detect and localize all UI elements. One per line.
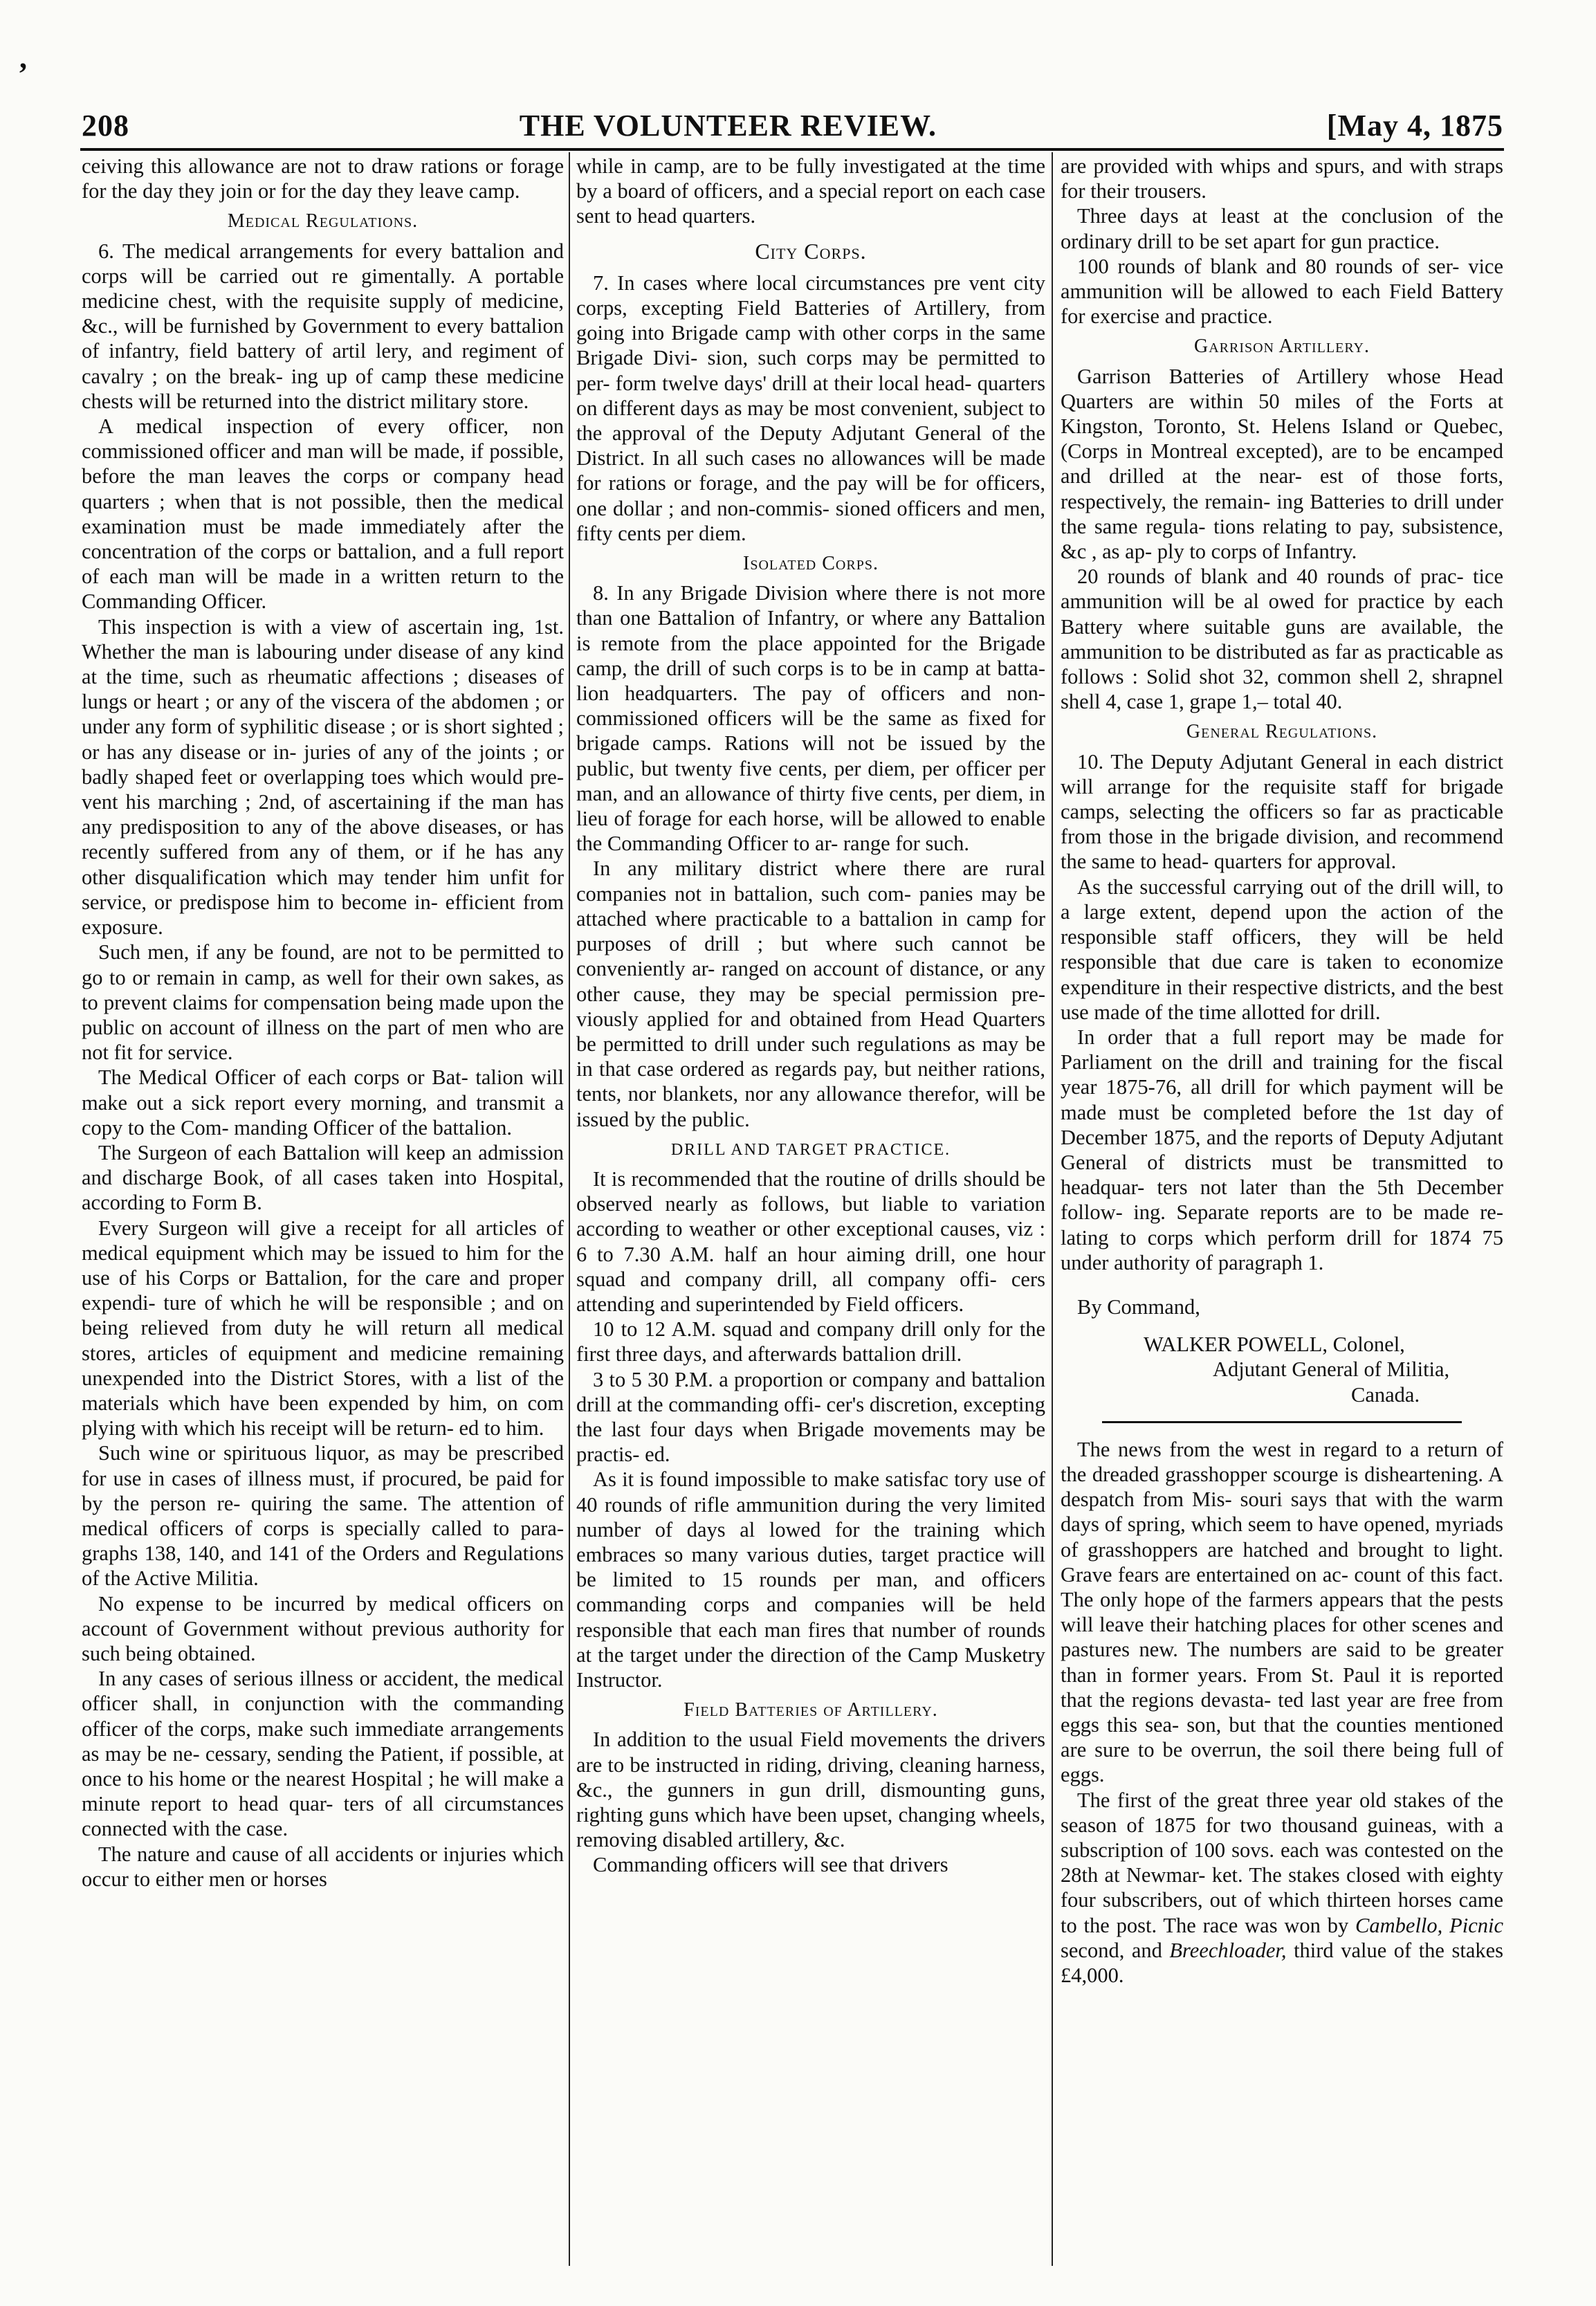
paragraph: The Surgeon of each Battalion will keep an admission and discharge Book, of all cases taken into Hospital, according to Form B. xyxy=(82,1140,564,1215)
paragraph: 6. The medical arrangements for every battalion and corps will be carried out re gimentally. A portable medicine chest, with the requisite supply of medicine, &c., will be furnished by Government to every battalion of infantry, field battery of artil lery, and regiment of cavalry ; on the break- ing up of camp these medicine chests will be returned into the district military store. xyxy=(82,239,564,413)
news-paragraph: The news from the west in regard to a return of the dreaded grasshopper scourge is disheartening. A despatch from Mis- souri says that with the warm days of spring, which seem to have opened, myriads of grasshoppers are hatched and brought to light. Grave fears are entertained on ac- count of this fact. The only hope of the farmers appears that the pests will leave their hatching places for other scenes and pastures new. The numbers are said to be greater than in former years. From St. Paul it is reported that the regions devasta- ted last year are free from eggs this sea- son, but that the counties mentioned are sure to be overrun, the soil there being full of eggs. xyxy=(1061,1437,1503,1787)
page-number: 208 xyxy=(82,108,129,143)
paragraph: Garrison Batteries of Artillery whose Head Quarters are within 50 miles of the Forts at Kingston, Toronto, St. Helens Island or Quebec, (Corps in Montreal excepted), are to be encamped and drilled at the near- est of those forts, respectively, the remain- ing Batteries to drill under the same regula- tions relating to pay, subsistence, &c , as ap- ply to corps of Infantry. xyxy=(1061,364,1503,564)
paragraph: 10 to 12 A.M. squad and company drill only for the first three days, and afterwards battalion drill. xyxy=(576,1317,1045,1366)
paragraph: Such wine or spirituous liquor, as may be prescribed for use in cases of illness must, if procured, be paid for by the person re- quiring the same. The attention of medical officers of corps is specially called to para- graphs 138, 140, and 141 of the Orders and Regulations of the Active Militia. xyxy=(82,1441,564,1591)
signer-name: WALKER POWELL, Colonel, xyxy=(1144,1333,1405,1357)
paragraph: In any cases of serious illness or accident, the medical officer shall, in conjunction with the commanding officer of the corps, make such immediate arrangements as may be ne- cessary, sending the Patient, if possible, at once to his home or the nearest Hospital ; he will make a minute report to head quar- ters of all circumstances connected with the case. xyxy=(82,1667,564,1841)
column-rule-1 xyxy=(569,152,570,2266)
section-heading-general: General Regulations. xyxy=(1186,721,1378,743)
paragraph: Commanding officers will see that drivers xyxy=(593,1853,948,1877)
paragraph: A medical inspection of every officer, non commissioned officer and man will be made, if possible, before the man leaves the corps or company head quarters ; when that is not possible, then the medical examination must be made immediately after the concentration of the corps or battalion, and a full report of each man will be made in a written return to the Commanding Officer. xyxy=(82,414,564,614)
column-2 xyxy=(576,154,1045,2278)
news-text: third value of the stakes £4,000. xyxy=(1061,1938,1503,1988)
signer-place: Canada. xyxy=(1351,1382,1420,1407)
paragraph: 20 rounds of blank and 40 rounds of prac- tice ammunition will be al owed for practice by each Battery where suitable guns are available, the ammunition to be distributed as far as practicable as follows : Solid shot 32, common shell 2, shrapnel shell 4, case 1, grape 1,– total 40. xyxy=(1061,565,1503,714)
paragraph: 3 to 5 30 P.M. a proportion or company and battalion drill at the commanding offi- cer's discretion, excepting the last four days when Brigade movements may be practis- ed. xyxy=(576,1367,1045,1467)
paragraph: In addition to the usual Field movements the drivers are to be instructed in riding, driving, cleaning harness, &c., the gunners in gun drill, dismounting guns, righting guns which have been upset, changing wheels, removing disabled artillery, &c. xyxy=(576,1728,1045,1852)
paragraph: In any military district where there are rural companies not in battalion, such com- panies may be attached where practicable to a battalion in camp for purposes of drill ; but where such cannot be conveniently ar- ranged on account of distance, or any other cause, they may be special permission pre- viously applied for and obtained from Head Quarters be permitted to drill under such regulations as may be in that case ordered as regards pay, but neither rations, tents, nor blankets, nor any allowance therefor, will be issued by the public. xyxy=(576,857,1045,1131)
paragraph: The Medical Officer of each corps or Bat- talion will make out a sick report every morning, and transmit a copy to the Com- manding Officer of the battalion. xyxy=(82,1065,564,1140)
paragraph: 100 rounds of blank and 80 rounds of ser- vice ammunition will be allowed to each Field Battery for exercise and practice. xyxy=(1061,254,1503,329)
paragraph: Such men, if any be found, are not to be permitted to go to or remain in camp, as well for their own sakes, as to prevent claims for compensation being made upon the public on account of illness on the part of men who are not fit for service. xyxy=(82,940,564,1065)
horse-name: Breechloader, xyxy=(1169,1938,1287,1962)
paragraph: As it is found impossible to make satisfac tory use of 40 rounds of rifle ammunition during the very limited number of days al lowed for the training which embraces so many various duties, target practice will be limited to 15 rounds per man, and officers commanding corps and companies will be held responsible that each man fires that number of rounds at the target under the direction of the Camp Musketry Instructor. xyxy=(576,1467,1045,1692)
paragraph: In order that a full report may be made for Parliament on the drill and training for the fiscal year 1875-76, all drill for which payment will be made must be completed before the 1st day of December 1875, and the reports of Deputy Adjutant General of districts must be transmitted to headquar- ters not later than the 5th December follow- ing. Separate reports are to be made re- lating to corps which perform drill for 1874 75 under authority of paragraph 1. xyxy=(1061,1025,1503,1274)
horse-name: Picnic xyxy=(1449,1913,1503,1937)
section-heading-drill: DRILL AND TARGET PRACTICE. xyxy=(670,1140,951,1159)
paragraph: ceiving this allowance are not to draw rations or forage for the day they join or for the day they leave camp. xyxy=(82,154,564,203)
news-text: second, and xyxy=(1061,1938,1162,1962)
paragraph: while in camp, are to be fully investigated at the time by a board of officers, and a special report on each case sent to head quarters. xyxy=(576,154,1045,228)
paragraph: Every Surgeon will give a receipt for all articles of medical equipment which may be issued to him for the use of his Corps or Battalion, for the care and proper expendi- ture of which he will be responsible ; and on being relieved from duty he will return all medical stores, articles of equipment and medicine remaining unexpended into the District Stores, with a list of the materials which have been expended by him, on com plying with which his receipt will be return- ed to him. xyxy=(82,1216,564,1440)
paragraph: This inspection is with a view of ascertain ing, 1st. Whether the man is labouring under disease of any kind at the time, such as rheumatic affections ; diseases of lungs or heart ; or any of the viscera of the abdomen ; or under any form of syphilitic disease ; or is short sighted ; or has any disease or in- juries of any of the joints ; or badly shaped feet or overlapping toes which would pre- vent his marching ; 2nd, of ascertaining if the man has any predisposition to any of the above diseases, or has recently suffered from any of them, or if he has any other disqualification which may tender him unfit for service, or predispose him to become in- efficient from exposure. xyxy=(82,614,564,940)
column-1 xyxy=(82,154,564,2278)
paragraph: No expense to be incurred by medical officers on account of Government without previous authority for such being obtained. xyxy=(82,1591,564,1665)
horse-name: Cambello, xyxy=(1355,1913,1443,1937)
news-text: The first of the great three year old stakes of the season of 1875 for two thousand guineas, with a subscription of 100 sovs. each was contested on the 28th at Newmar- ket. The stakes closed with eighty four subscribers, out of which thirteen horses came to the post. The race was won by xyxy=(1061,1788,1503,1937)
paragraph: It is recommended that the routine of drills should be observed nearly as follows, but liable to variation according to weather or other exceptional causes, viz : 6 to 7.30 A.M. half an hour aiming drill, one hour squad and company drill, all company offi- cers attending and superintended by Field officers. xyxy=(576,1166,1045,1316)
page-header xyxy=(82,105,1503,145)
paragraph: Three days at least at the conclusion of the ordinary drill to be set apart for gun practice. xyxy=(1061,204,1503,253)
signer-title: Adjutant General of Militia, xyxy=(1213,1357,1450,1382)
byline: By Command, xyxy=(1077,1294,1200,1319)
column-3 xyxy=(1061,154,1503,2278)
paragraph: 10. The Deputy Adjutant General in each district will arrange for the requisite staff for brigade camps, selecting the officers so far as practicable from those in the brigade division, and recommend the same to head- quarters for approval. xyxy=(1061,749,1503,874)
issue-date: [May 4, 1875 xyxy=(1326,108,1503,143)
section-heading-isolated-corps: Isolated Corps. xyxy=(743,553,879,575)
publication-title: THE VOLUNTEER REVIEW. xyxy=(519,108,937,143)
section-divider xyxy=(1102,1421,1462,1423)
paragraph: 8. In any Brigade Division where there is not more than one Battalion of Infantry, or where any Battalion is remote from the place appointed for the Brigade camp, the drill of such corps is to be in camp at batta- lion headquarters. The pay of officers and non-commissioned officers will be the same as fixed for brigade camps. Rations will not be issued by the public, but twenty five cents, per diem, per officer per man, and an allowance of thirty five cents, per diem, in lieu of forage for each horse, will be allowed to enable the Commanding Officer to ar- range for such. xyxy=(576,581,1045,856)
paragraph: As the successful carrying out of the drill will, to a large extent, depend upon the action of the responsible staff officers, they will be held responsible that due care is taken to economize expenditure in their respective districts, and the best use made of the time allotted for drill. xyxy=(1061,875,1503,1024)
news-paragraph xyxy=(1061,1788,1503,1988)
header-rule xyxy=(80,148,1504,151)
paragraph: are provided with whips and spurs, and with straps for their trousers. xyxy=(1061,154,1503,203)
section-heading-garrison: Garrison Artillery. xyxy=(1193,336,1370,358)
column-rule-2 xyxy=(1052,152,1053,2266)
section-heading-medical: Medical Regulations. xyxy=(227,210,419,232)
section-heading-field-batteries: Field Batteries of Artillery. xyxy=(684,1699,938,1721)
margin-mark: , xyxy=(19,41,27,75)
paragraph: 7. In cases where local circumstances pre vent city corps, excepting Field Batteries of Artillery, from going into Brigade camp with other corps in the same Brigade Divi- sion, such corps may be permitted to per- form twelve days' drill at their local head- quarters on different days as may be most convenient, subject to the approval of the Deputy Adjutant General of the District. In all such cases no allowances will be made for rations or forage, and the pay will be for officers, one dollar ; and non-commis- sioned officers and men, fifty cents per diem. xyxy=(576,271,1045,545)
paragraph: The nature and cause of all accidents or injuries which occur to either men or horses xyxy=(82,1842,564,1891)
section-heading-city-corps: City Corps. xyxy=(755,238,867,264)
